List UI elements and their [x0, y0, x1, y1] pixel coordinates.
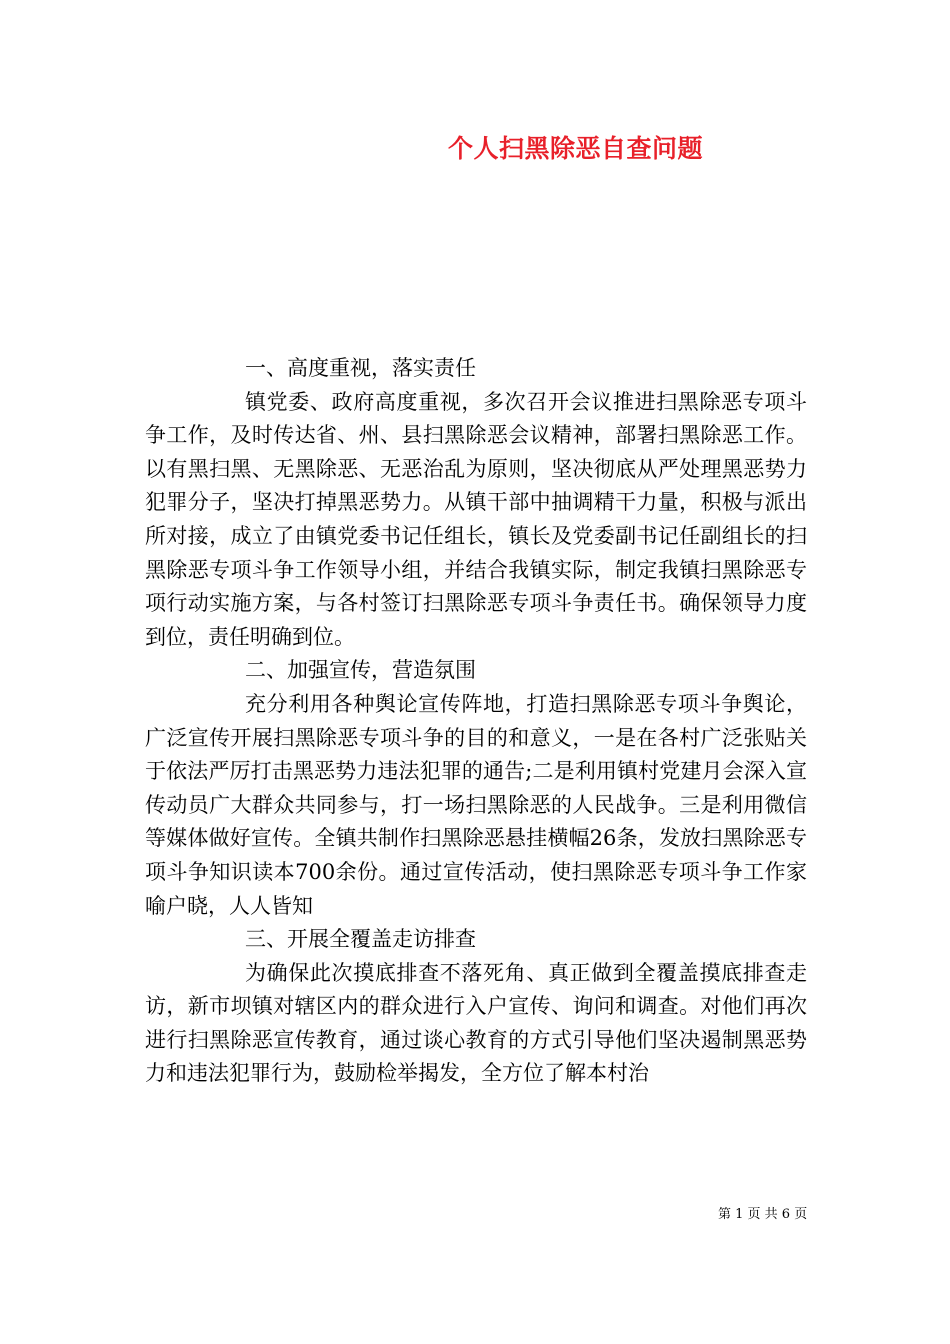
section-3-paragraph: 为确保此次摸底排查不落死角、真正做到全覆盖摸底排查走访，新市坝镇对辖区内的群众进行入户宣传、询问和调查。对他们再次进行扫黑除恶宣传教育，通过谈心教育的方式引导他们坚决遏制黑恶势力和违法犯罪行为，鼓励检举揭发，全方位了解本村治 [145, 960, 807, 1086]
section-3-heading: 三、开展全覆盖走访排查 [245, 927, 476, 952]
section-2-paragraph: 充分利用各种舆论宣传阵地，打造扫黑除恶专项斗争舆论，广泛宣传开展扫黑除恶专项斗争的目的和意义，一是在各村广泛张贴关于依法严厉打击黑恶势力违法犯罪的通告;二是利用镇村党建月会深入宣传动员广大群众共同参与，打一场扫黑除恶的人民战争。三是利用微信等媒体做好宣传。全镇共制作扫黑除恶悬挂横幅26条，发放扫黑除恶专项斗争知识读本700余份。通过宣传活动，使扫黑除恶专项斗争工作家喻户晓，人人皆知 [145, 691, 807, 918]
document-body [145, 352, 807, 1091]
section-2-heading: 二、加强宣传，营造氛围 [245, 658, 476, 683]
section-1-paragraph: 镇党委、政府高度重视，多次召开会议推进扫黑除恶专项斗争工作，及时传达省、州、县扫黑除恶会议精神，部署扫黑除恶工作。以有黑扫黑、无黑除恶、无恶治乱为原则，坚决彻底从严处理黑恶势力犯罪分子，坚决打掉黑恶势力。从镇干部中抽调精干力量，积极与派出所对接，成立了由镇党委书记任组长，镇长及党委副书记任副组长的扫黑除恶专项斗争工作领导小组，并结合我镇实际，制定我镇扫黑除恶专项行动实施方案，与各村签订扫黑除恶专项斗争责任书。确保领导力度到位，责任明确到位。 [145, 389, 807, 649]
document-title: 个人扫黑除恶自查问题 [448, 134, 704, 163]
page-number-footer: 第 1 页 共 6 页 [718, 1207, 808, 1222]
section-1-heading: 一、高度重视，落实责任 [245, 356, 476, 380]
